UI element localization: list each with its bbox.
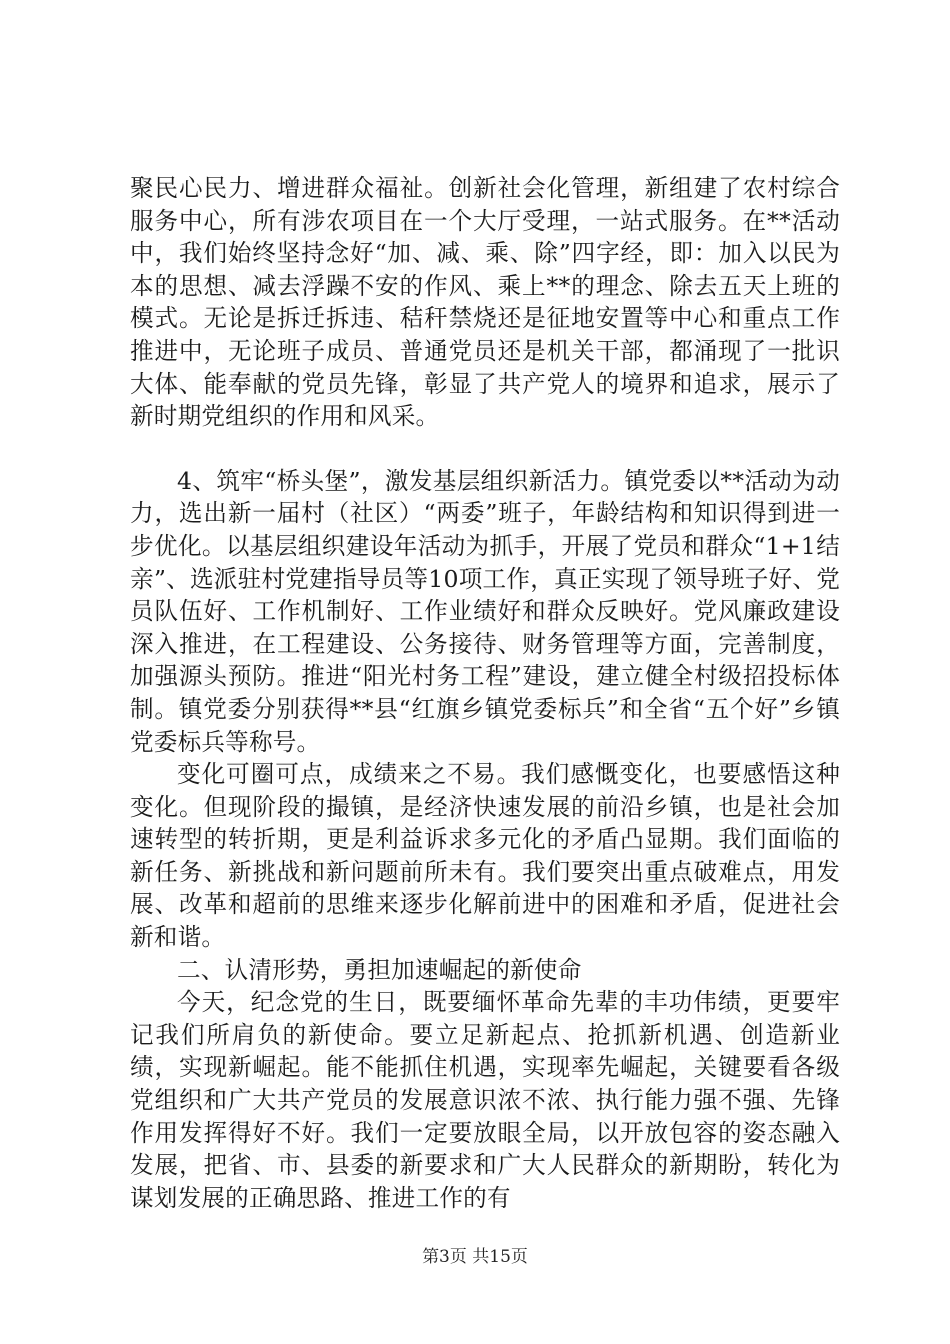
- paragraph-item-4: 4、筑牢“桥头堡”，激发基层组织新活力。镇党委以**活动为动力，选出新一届村（社区）“两委”班子，年龄结构和知识得到进一步优化。以基层组织建设年活动为抓手，开展了党员和群众“1+1结亲”、选派驻村党建指导员等10项工作，真正实现了领导班子好、党员队伍好、工作机制好、工作业绩好和群众反映好。党风廉政建设深入推进，在工程建设、公务接待、财务管理等方面，完善制度，加强源头预防。推进“阳光村务工程”建设，建立健全村级招投标体制。镇党委分别获得**县“红旗乡镇党委标兵”和全省“五个好”乡镇党委标兵等称号。: [130, 466, 840, 756]
- section-heading-2: 二、认清形势，勇担加速崛起的新使命: [177, 955, 582, 984]
- document-body: [130, 172, 840, 1214]
- paragraph-continued: 聚民心民力、增进群众福祉。创新社会化管理，新组建了农村综合服务中心，所有涉农项目在一个大厅受理，一站式服务。在**活动中，我们始终坚持念好“加、减、乘、除”四字经，即：加入以民为本的思想、减去浮躁不安的作风、乘上**的理念、除去五天上班的模式。无论是拆迁拆违、秸秆禁烧还是征地安置等中心和重点工作推进中，无论班子成员、普通党员还是机关干部，都涌现了一批识大体、能奉献的党员先锋，彰显了共产党人的境界和追求，展示了新时期党组织的作用和风采。: [130, 174, 840, 431]
- page-footer: 第3页 共15页: [422, 1247, 528, 1267]
- paragraph-mission: 今天，纪念党的生日，既要缅怀革命先辈的丰功伟绩，更要牢记我们所肩负的新使命。要立足新起点、抢抓新机遇、创造新业绩，实现新崛起。能不能抓住机遇，实现率先崛起，关键要看各级党组织和广大共产党员的发展意识浓不浓、执行能力强不强、先锋作用发挥得好不好。我们一定要放眼全局，以开放包容的姿态融入发展，把省、市、县委的新要求和广大人民群众的新期盼，转化为谋划发展的正确思路、推进工作的有: [130, 988, 840, 1212]
- paragraph-summary: 变化可圈可点，成绩来之不易。我们感慨变化，也要感悟这种变化。但现阶段的撮镇，是经济快速发展的前沿乡镇，也是社会加速转型的转折期，更是利益诉求多元化的矛盾凸显期。我们面临的新任务、新挑战和新问题前所未有。我们要突出重点破难点，用发展、改革和超前的思维来逐步化解前进中的困难和矛盾，促进社会新和谐。: [130, 760, 840, 952]
